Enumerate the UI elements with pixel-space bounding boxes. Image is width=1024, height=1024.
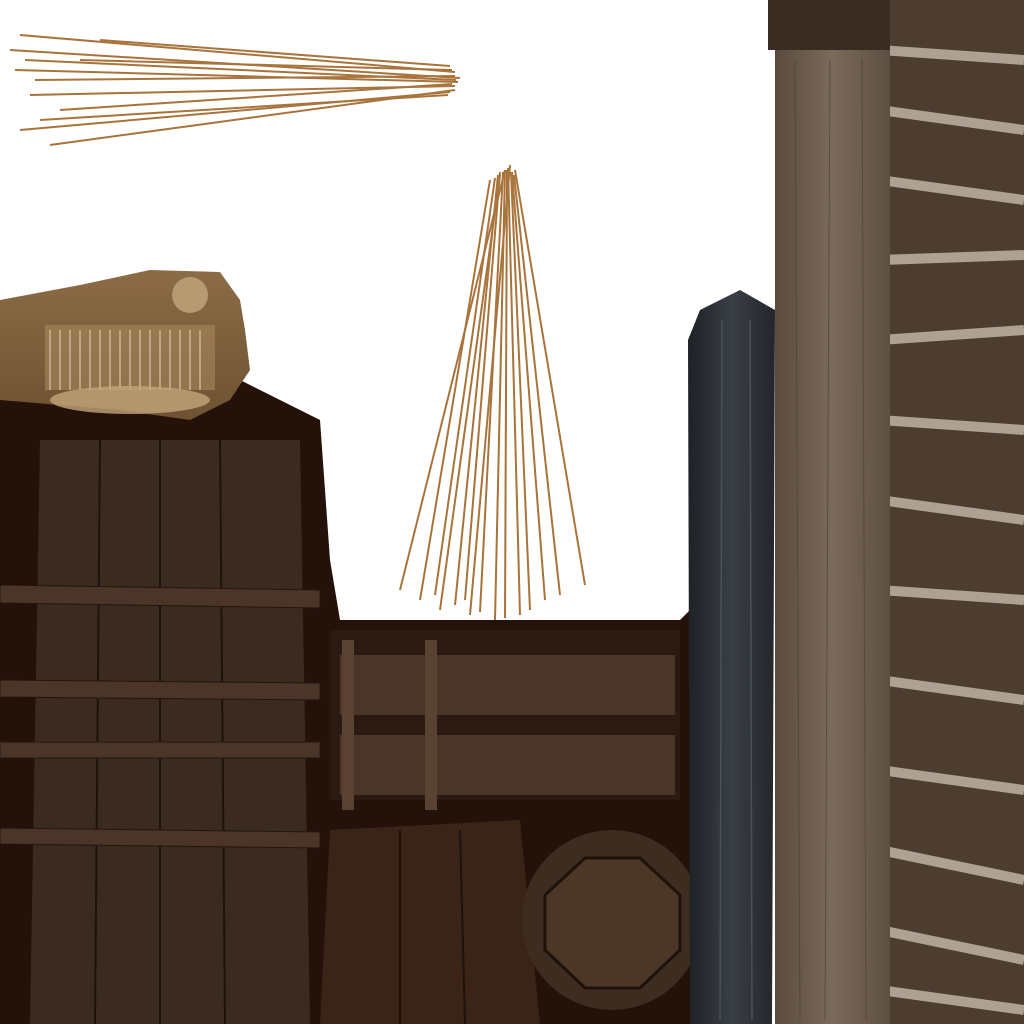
broom-binding-cap bbox=[0, 270, 250, 420]
iron-strip bbox=[688, 290, 775, 1024]
barrel-staves-side bbox=[0, 440, 320, 1024]
octagon-plate bbox=[522, 830, 702, 1010]
barrel-lid bbox=[320, 820, 540, 1024]
straw-bundle-horizontal bbox=[10, 35, 460, 145]
straw-bundle-vertical bbox=[400, 165, 585, 620]
crate-planks bbox=[330, 630, 680, 810]
stretched-edge-fill bbox=[880, 0, 1024, 1024]
wooden-pole bbox=[768, 0, 890, 1024]
